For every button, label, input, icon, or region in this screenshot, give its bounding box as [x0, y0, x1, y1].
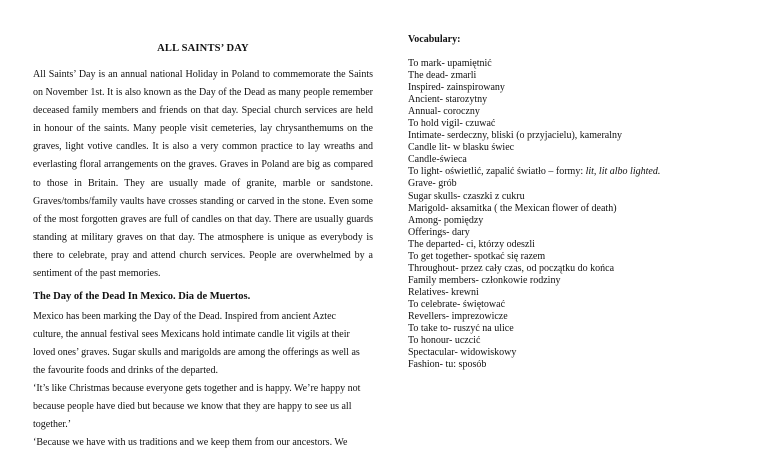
paragraph-line: Mexico has been marking the Day of the Dead. Inspired from ancient Aztec: [33, 311, 336, 323]
vocab-item: The dead- zmarli: [408, 70, 477, 82]
vocabulary-column: [408, 34, 778, 371]
article-title: ALL SAINTS’ DAY: [157, 43, 249, 54]
vocab-item: Candle lit- w blasku świec: [408, 142, 515, 154]
vocabulary-title: Vocabulary:: [408, 34, 461, 45]
vocabulary-list: [408, 58, 778, 371]
article-column: [33, 43, 373, 452]
vocab-item-light: [408, 166, 778, 178]
vocab-item: Relatives- krewni: [408, 286, 479, 298]
vocab-item: To honour- uczcić: [408, 335, 481, 347]
paragraph-line: the favourite foods and drinks of the departed.: [33, 365, 218, 377]
vocab-item: Grave- grób: [408, 178, 457, 190]
vocab-item: Inspired- zainspirowany: [408, 82, 505, 94]
mexico-subtitle: The Day of the Dead In Mexico. Dia de Muertos.: [33, 291, 251, 303]
vocab-item-forms: lit, lit albo lighted.: [585, 166, 661, 178]
vocab-item: To get together- spotkać się razem: [408, 250, 546, 262]
paragraph-line: loved ones’ graves. Sugar skulls and marigolds are among the offerings as well as: [33, 347, 360, 359]
vocab-item: Candle-świeca: [408, 154, 467, 166]
paragraph-line: ‘Because we have with us traditions and we keep them from our ancestors. We: [33, 437, 348, 449]
paragraph-line: because people have died but because we know that they are happy to see us all: [33, 401, 352, 413]
vocab-item: Fashion- tu: sposób: [408, 359, 487, 371]
paragraph-line: ‘It’s like Christmas because everyone gets together and is happy. We’re happy not: [33, 383, 361, 395]
paragraph-line: together.’: [33, 419, 72, 431]
vocab-item: The departed- ci, którzy odeszli: [408, 238, 535, 250]
vocab-item: Family members- członkowie rodziny: [408, 274, 561, 286]
vocab-item: Spectacular- widowiskowy: [408, 347, 517, 359]
vocab-item: Ancient- starozytny: [408, 94, 488, 106]
vocab-item: To mark- upamiętnić: [408, 58, 492, 69]
vocab-item: Offerings- dary: [408, 226, 470, 238]
vocab-item: Sugar skulls- czaszki z cukru: [408, 190, 525, 202]
mexico-paragraph: [33, 308, 373, 452]
paragraph-line: culture, the annual festival sees Mexicans hold intimate candle lit vigils at their: [33, 329, 350, 341]
vocab-item: To take to- ruszyć na ulice: [408, 323, 514, 335]
vocab-item: Marigold- aksamitka ( the Mexican flower of death): [408, 202, 617, 214]
vocab-item: Intimate- serdeczny, bliski (o przyjacielu), kameralny: [408, 130, 622, 142]
vocab-item: To hold vigil- czuwać: [408, 118, 496, 130]
vocab-item: Throughout- przez cały czas, od początku do końca: [408, 262, 615, 274]
intro-paragraph: All Saints’ Day is an annual national Holiday in Poland to commemorate the Saints on November 1st. It is also known as the Day of the Dead as many people remember deceased family members and friends on that day. Special church services are held in honour of the saints. Many people visit cemeteries, lay chrysanthemums on the graves, light votive candles. It is also a very common practice to lay wreaths and everlasting floral arrangements on the graves. Graves in Poland are big as compared to those in Britain. They are usually made of granite, marble or sandstone. Graves/tombs/family vaults have crosses standing or carved in the stone. Even some of the most forgotten graves are full of candles on that day. There are usually guards standing at military graves on that day. The atmosphere is unique as everybody is there to celebrate, pray and attend church services. People are overwhelmed by a sentiment of the past memories.: [33, 69, 373, 280]
vocab-item: Revellers- imprezowicze: [408, 310, 508, 322]
vocab-item-text: To light- oświetlić, zapalić światło – formy:: [408, 166, 584, 178]
vocab-item: Among- pomiędzy: [408, 214, 484, 226]
vocab-item: Annual- coroczny: [408, 106, 480, 118]
vocab-item: To celebrate- świętować: [408, 298, 506, 310]
